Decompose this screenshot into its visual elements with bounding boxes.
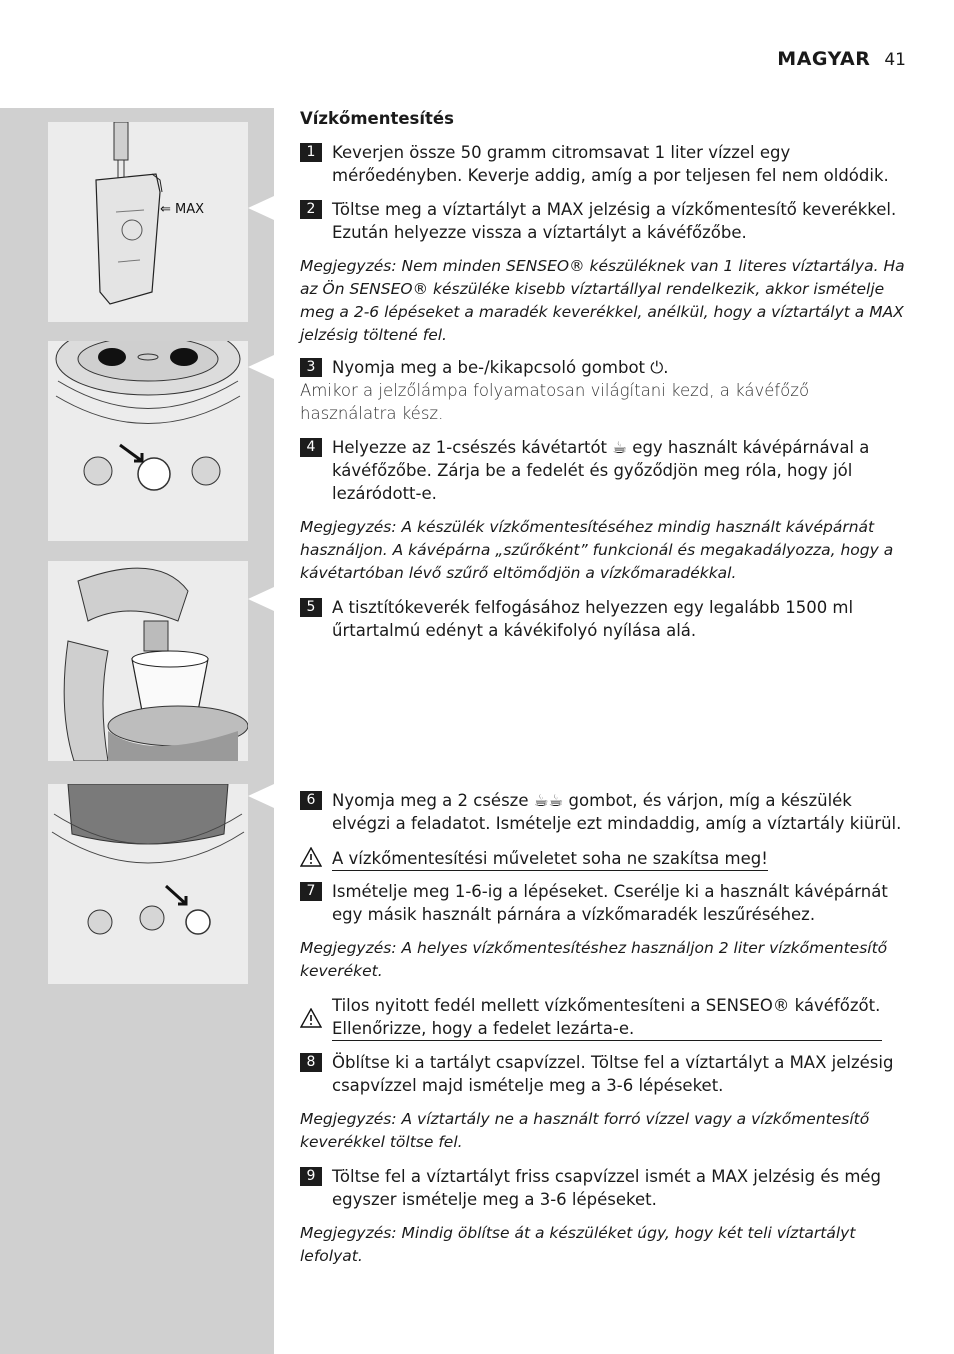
water-tank-drawing	[48, 122, 248, 322]
warning-text: A vízkőmentesítési műveletet soha ne szakítsa meg!	[332, 847, 768, 871]
step-text: Ismételje meg 1-6-ig a lépéseket. Cserélje ki a használt kávépárnát egy másik használt párnára a vízkőmaradék leszűréséhez.	[332, 882, 888, 924]
warning-text: Tilos nyitott fedél mellett vízkőmentesíteni a SENSEO® kávéfőzőt. Ellenőrizze, hogy a fedelet lezárta-e.	[332, 994, 882, 1041]
step-2	[300, 198, 910, 244]
page-number: 41	[884, 50, 906, 70]
step-number-badge: 4	[300, 438, 322, 457]
step-text: Töltse meg a víztartályt a MAX jelzésig a vízkőmentesítő keverékkel. Ezután helyezze vissza a víztartályt a kávéfőzőbe.	[332, 200, 897, 242]
step-number-badge: 9	[300, 1167, 322, 1186]
step-number-badge: 3	[300, 358, 322, 377]
machine-buttons-drawing	[48, 784, 248, 984]
step-9	[300, 1165, 910, 1211]
step-number-badge: 7	[300, 882, 322, 901]
step-1	[300, 141, 910, 187]
page-header	[777, 48, 906, 70]
power-button-illustration	[48, 341, 248, 541]
step-number-badge: 5	[300, 598, 322, 617]
section-title: Vízkőmentesítés	[300, 109, 454, 128]
max-label: MAX	[175, 202, 205, 217]
step-text: Töltse fel a víztartályt friss csapvízzel ismét a MAX jelzésig és még egyszer ismételje meg a 3-6 lépéseket.	[332, 1167, 882, 1209]
machine-top-drawing	[48, 341, 248, 541]
step-number-badge: 6	[300, 791, 322, 810]
cup-drawing	[48, 561, 248, 761]
step-8	[300, 1051, 910, 1097]
warning-icon	[300, 1008, 322, 1028]
step-text: Helyezze az 1-csészés kávétartót ☕ egy használt kávépárnával a kávéfőzőbe. Zárja be a fedelét és győződjön meg róla, hogy jól lezáródott-e.	[332, 438, 870, 503]
step-7	[300, 880, 910, 926]
two-cup-button-illustration	[48, 784, 248, 984]
language-label: MAGYAR	[777, 48, 871, 70]
cup-under-spout-illustration	[48, 561, 248, 761]
note-5: Megjegyzés: Mindig öblítse át a készüléket úgy, hogy két teli víztartályt lefolyat.	[300, 1224, 856, 1265]
step-text: Nyomja meg a be-/kikapcsoló gombot ⏻.	[332, 358, 669, 377]
figure-pointer	[248, 784, 274, 808]
figure-pointer	[248, 196, 274, 220]
warning-1	[300, 847, 910, 871]
step-text: Keverjen össze 50 gramm citromsavat 1 liter vízzel egy mérőedényben. Keverje addig, amíg a por teljesen fel nem oldódik.	[332, 143, 889, 185]
note-3: Megjegyzés: A helyes vízkőmentesítéshez használjon 2 liter vízkőmentesítő keveréket.	[300, 939, 888, 980]
step-5	[300, 596, 910, 642]
step-text: Nyomja meg a 2 csésze ☕☕ gombot, és várjon, míg a készülék elvégzi a feladatot. Ismételje ezt mindaddig, amíg a víztartály kiürül.	[332, 791, 902, 833]
figure-pointer	[248, 355, 274, 379]
step-4	[300, 436, 910, 505]
water-tank-illustration	[48, 122, 248, 322]
step-subtext: Amikor a jelzőlámpa folyamatosan világítani kezd, a kávéfőző használatra kész.	[300, 381, 810, 423]
note-1: Megjegyzés: Nem minden SENSEO® készüléknek van 1 literes víztartálya. Ha az Ön SENSEO® készüléke kisebb víztartállyal rendelkezik, akkor ismételje meg a 2-6 lépéseket a maradék keverékkel, anélkül, hogy a víztartályt a MAX jelzésig töltené fel.	[300, 257, 905, 344]
step-6	[300, 789, 910, 835]
step-text: Öblítse ki a tartályt csapvízzel. Töltse fel a víztartályt a MAX jelzésig csapvízzel majd ismételje meg a 3-6 lépéseket.	[332, 1053, 894, 1095]
warning-2	[300, 994, 910, 1041]
step-text: A tisztítókeverék felfogásához helyezzen egy legalább 1500 ml űrtartalmú edényt a kávékifolyó nyílása alá.	[332, 598, 854, 640]
step-number-badge: 1	[300, 143, 322, 162]
note-4: Megjegyzés: A víztartály ne a használt forró vízzel vagy a vízkőmentesítő keverékkel töltse fel.	[300, 1110, 870, 1151]
figure-pointer	[248, 587, 274, 611]
arrow-left-icon: ⇐	[160, 202, 171, 217]
note-2: Megjegyzés: A készülék vízkőmentesítéséhez mindig használt kávépárnát használjon. A kávépárna „szűrőként” funkcionál és megakadályozza, hogy a kávétartóban lévő szűrő eltömődjön a vízkőmaradékkal.	[300, 518, 894, 582]
step-3	[300, 356, 910, 425]
step-number-badge: 2	[300, 200, 322, 219]
step-number-badge: 8	[300, 1053, 322, 1072]
warning-icon	[300, 847, 322, 867]
